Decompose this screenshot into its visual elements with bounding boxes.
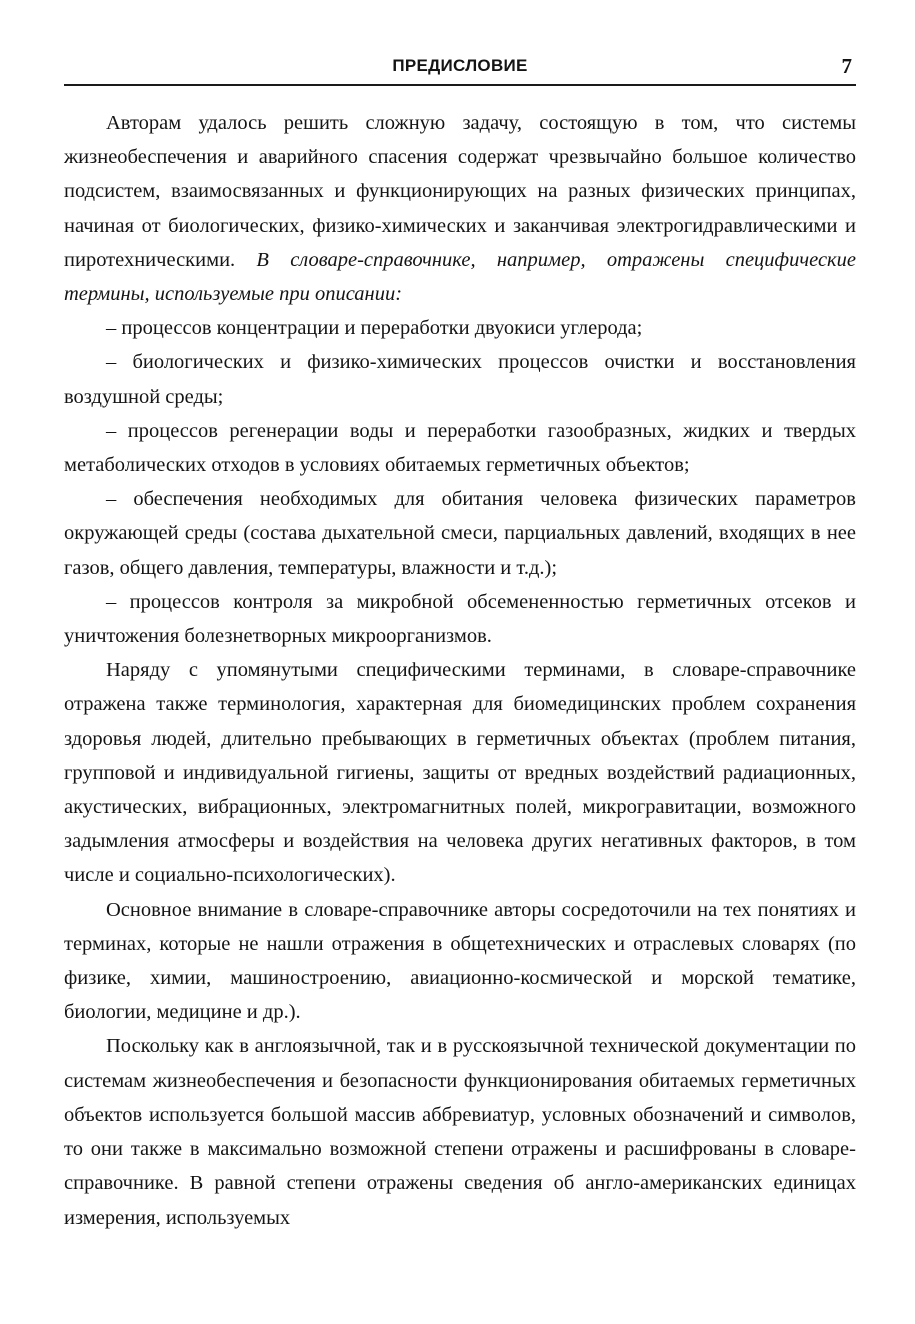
paragraph-abbreviations: Поскольку как в англоязычной, так и в русскоязычной технической документации по системам жизнеобеспечения и безопасности функционирования обитаемых герметичных объектов используется большой массив аббревиатур, условных обозначений и символов, то они также в максимально возможной степени отражены и расшифрованы в словаре-справочнике. В равной степени отражены сведения об англо-американских единицах измерения, используемых <box>64 1035 856 1229</box>
page-number: 7 <box>841 54 852 78</box>
running-head: ПРЕДИСЛОВИЕ <box>392 56 528 75</box>
paragraph-intro <box>64 106 856 311</box>
list-item: – процессов концентрации и переработки двуокиси углерода; <box>106 317 643 340</box>
list-item: – процессов регенерации воды и переработки газообразных, жидких и твердых метаболических отходов в условиях обитаемых герметичных объектов; <box>64 419 856 477</box>
paragraph-focus: Основное внимание в словаре-справочнике авторы сосредоточили на тех понятиях и терминах, которые не нашли отражения в общетехнических и отраслевых словарях (по физике, химии, машиностроению, авиационно-космической и морской тематике, биологии, медицине и др.). <box>64 898 856 1024</box>
paragraph-terminology: Наряду с упомянутыми специфическими терминами, в словаре-справочнике отражена также терминология, характерная для биомедицинских проблем сохранения здоровья людей, длительно пребывающих в герметичных объектах (проблем питания, групповой и индивидуальной гигиены, защиты от вредных воздействий радиационных, акустических, вибрационных, электромагнитных полей, микрогравитации, возможного задымления атмосферы и воздействия на человека других негативных факторов, в том числе и социально-психологических). <box>64 659 856 887</box>
list-item: – биологических и физико-химических процессов очистки и восстановления воздушной среды; <box>64 351 856 408</box>
paragraph-intro-italic: В словаре-справочнике, например, отражены специфические термины, используемые при описании: <box>64 248 856 306</box>
list-item: – процессов контроля за микробной обсемененностью герметичных отсеков и уничтожения болезнетворных микроорганизмов. <box>64 590 856 648</box>
page-header <box>64 52 856 86</box>
paragraph-intro-text: Авторам удалось решить сложную задачу, состоящую в том, что системы жизнеобеспечения и аварийного спасения содержат чрезвычайно большое количество подсистем, взаимосвязанных и функционирующих на разных физических принципах, начиная от биологических, физико-химических и заканчивая электрогидравлическими и пиротехническими. <box>64 112 856 271</box>
body-text <box>64 106 856 1235</box>
list-item: – обеспечения необходимых для обитания человека физических параметров окружающей среды (состава дыхательной смеси, парциальных давлений, входящих в нее газов, общего давления, температуры, влажности и т.д.); <box>64 488 856 579</box>
